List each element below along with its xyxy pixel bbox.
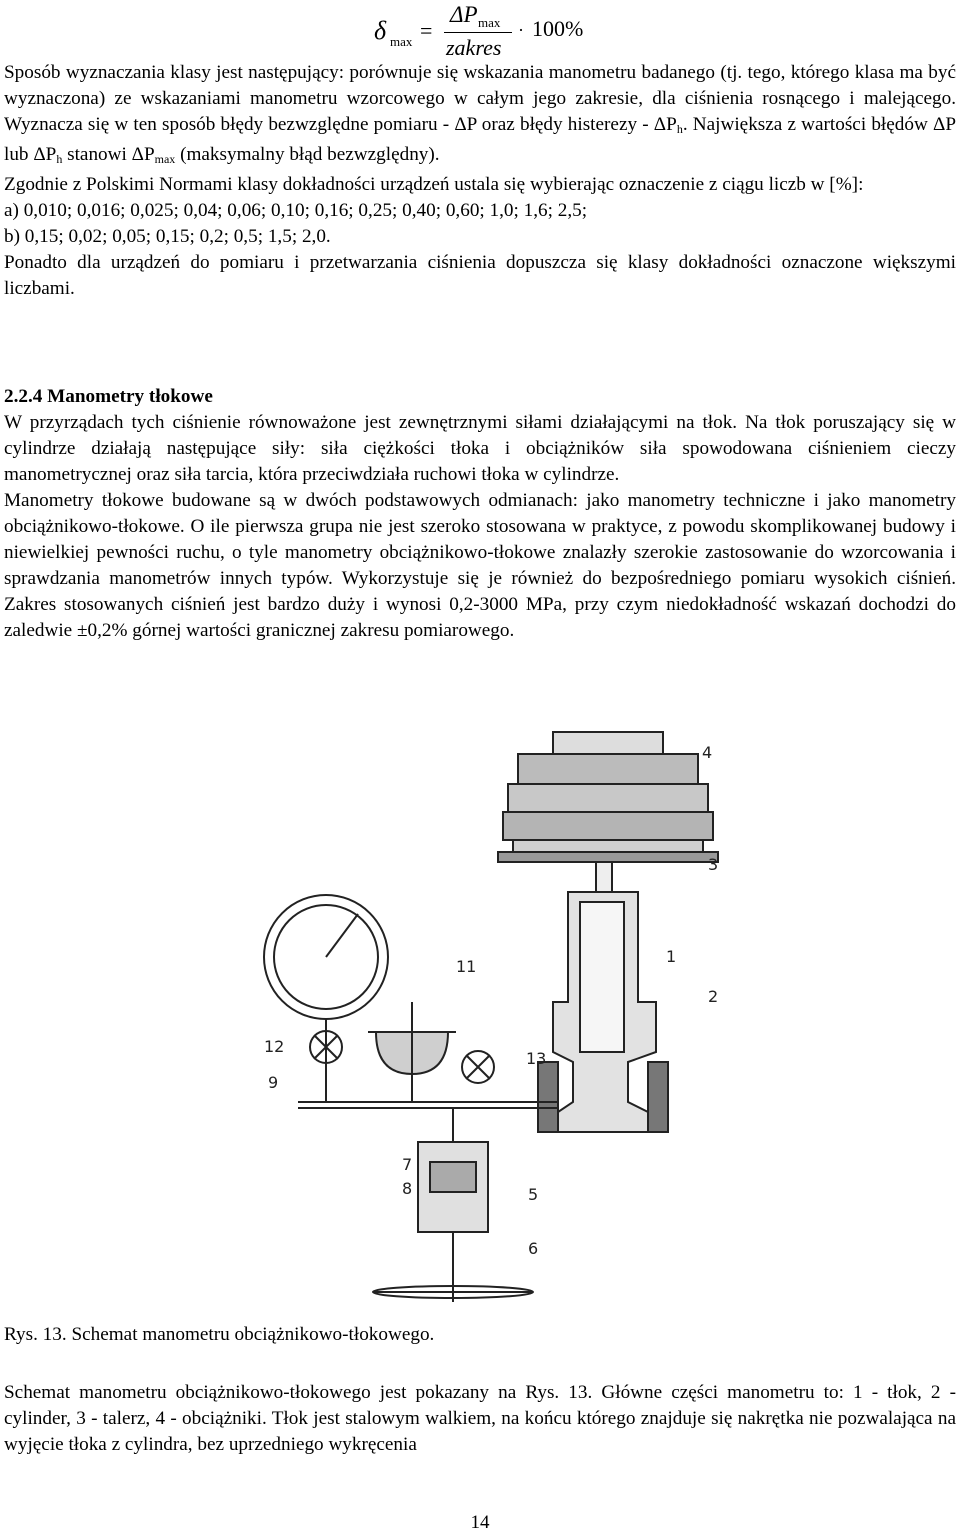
label-5: 5 (528, 1185, 539, 1204)
formula-equals: = (420, 18, 433, 43)
label-3: 3 (708, 855, 719, 874)
formula-delta: δ (374, 16, 387, 45)
label-11: 11 (456, 957, 477, 976)
figure-caption: Rys. 13. Schemat manometru obciążnikowo-tłokowego. (4, 1324, 435, 1345)
paragraph-method: Sposób wyznaczania klasy jest następujący: porównuje się wskazania manometru badanego (tj. tego, którego klasa ma być wyznaczona) ze wskazaniami manometru wzorcowego w całym jego zakresie, dla ciśnienia rosnącego i malejącego. Wyznacza się w ten sposób błędy bezwzględne pomiaru - ΔP oraz błędy histerezy - ΔPh. Największa z wartości błędów ΔP lub ΔPh stanowi ΔPmax (maksymalny błąd bezwzględny). (4, 62, 956, 166)
label-9: 9 (268, 1073, 279, 1092)
schematic-description-section (4, 1380, 956, 1458)
label-7: 7 (402, 1155, 413, 1174)
label-2: 2 (708, 987, 719, 1006)
formula-dot: · (518, 20, 524, 40)
list-item-b: b) 0,15; 0,02; 0,05; 0,15; 0,2; 0,5; 1,5; 2,0. (4, 226, 331, 247)
page-number: 14 (470, 1512, 490, 1533)
formula-denominator: zakres (446, 35, 502, 60)
figure-piston-gauge-schematic (208, 702, 748, 1320)
label-1: 1 (666, 947, 677, 966)
label-12: 12 (264, 1037, 285, 1056)
label-13: 13 (526, 1049, 547, 1068)
list-item-a: a) 0,010; 0,016; 0,025; 0,04; 0,06; 0,10; 0,16; 0,25; 0,40; 0,60; 1,0; 1,6; 2,5; (4, 200, 588, 221)
formula-percent: 100% (532, 16, 584, 41)
formula-numerator-sub: max (478, 15, 501, 30)
paragraph-types: Manometry tłokowe budowane są w dwóch podstawowych odmianach: jako manometry techniczne i jako manometry obciążnikowo-tłokowe. O ile pierwsza grupa nie jest szeroko stosowana w praktyce, z powodu skomplikowanej budowy i niewielkiej pewności ruchu, o tyle manometry obciążnikowo-tłokowe znalazły szerokie zastosowanie do wzorcowania i sprawdzania manometrów innych typów. Wykorzystuje się je również do bezpośredniego pomiaru wysokich ciśnień. Zakres stosowanych ciśnień jest bardzo duży i wynosi 0,2-3000 MPa, przy czym niedokładność wskazań dochodzi do zaledwie ±0,2% górnej wartości granicznej zakresu pomiarowego. (4, 490, 956, 641)
label-4: 4 (702, 743, 713, 762)
schematic-drawing (208, 702, 748, 1320)
paragraph-forces: W przyrządach tych ciśnienie równoważone jest zewnętrznymi siłami działającymi na tłok. Na tłok poruszający się w cylindrze działają następujące siły: siła ciężkości tłoka i obciążników siła spowodowana ciśnieniem cieczy manometrycznej oraz siła tarcia, która przeciwdziała ruchowi tłoka w cylindrze. (4, 412, 956, 485)
label-8: 8 (402, 1179, 413, 1198)
fraction-bar (444, 32, 512, 33)
label-6: 6 (528, 1239, 539, 1258)
formula-delta-sub: max (390, 34, 413, 49)
paragraph-schematic: Schemat manometru obciążnikowo-tłokowego jest pokazany na Rys. 13. Główne części manometru to: 1 - tłok, 2 - cylinder, 3 - talerz, 4 - obciążniki. Tłok jest stalowym walkiem, na końcu którego znajduje się nakrętka nie pozwalająca na wyjęcie tłoka z cylindra, bez uprzedniego wykręcenia (4, 1382, 956, 1455)
accuracy-class-section (4, 60, 956, 302)
section-heading: 2.2.4 Manometry tłokowe (4, 386, 213, 407)
paragraph-additional: Ponadto dla urządzeń do pomiaru i przetwarzania ciśnienia dopuszcza się klasy dokładności oznaczone większymi liczbami. (4, 252, 956, 299)
accuracy-formula (368, 2, 608, 60)
paragraph-norms: Zgodnie z Polskimi Normami klasy dokładności urządzeń ustala się wybierając oznaczenie z ciągu liczb w [%]: (4, 174, 864, 195)
piston-gauges-section (4, 384, 956, 644)
formula-numerator: ΔP (450, 2, 478, 27)
